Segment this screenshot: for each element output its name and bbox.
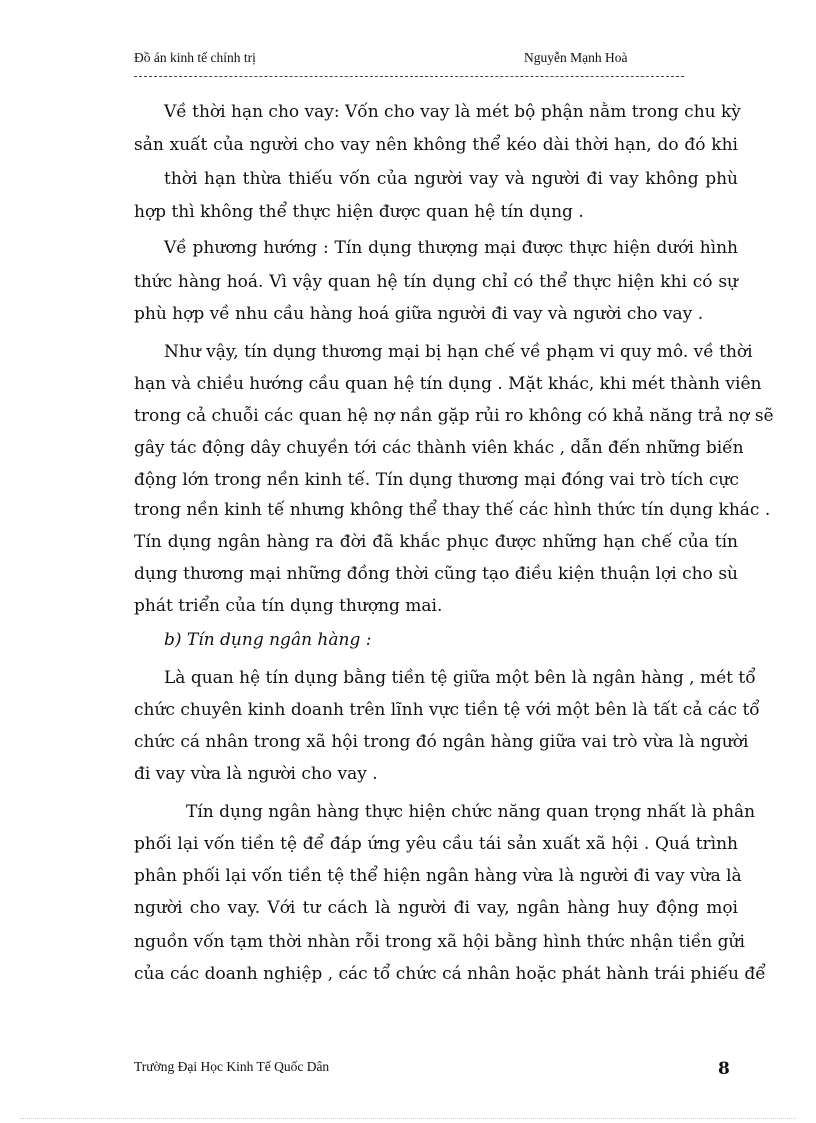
text-line: hạn và chiều hướng cầu quan hệ tín dụng . Mặt khác, khi mét thành viên <box>134 374 762 394</box>
text-line: người cho vay. Với tư cách là người đi vay, ngân hàng huy động mọi <box>134 898 738 918</box>
text-line: Như vậy, tín dụng thương mại bị hạn chế về phạm vi quy mô. về thời <box>164 342 753 362</box>
text-line: động lớn trong nền kinh tế. Tín dụng thương mại đóng vai trò tích cực <box>134 470 739 490</box>
text-line: phù hợp về nhu cầu hàng hoá giữa người đi vay và người cho vay . <box>134 304 704 324</box>
text-line: chức cá nhân trong xã hội trong đó ngân hàng giữa vai trò vừa là người <box>134 732 749 752</box>
text-line: thời hạn thừa thiếu vốn của người vay và người đi vay không phù <box>164 169 738 189</box>
text-line: hợp thì không thể thực hiện được quan hệ tín dụng . <box>134 202 584 222</box>
page-edge <box>20 1118 796 1119</box>
text-line: thức hàng hoá. Vì vậy quan hệ tín dụng chỉ có thể thực hiện khi có sự <box>134 272 738 292</box>
page-number: 8 <box>718 1059 730 1079</box>
header-author: Nguyễn Mạnh Hoà <box>524 50 628 65</box>
text-line: Tín dụng ngân hàng ra đời đã khắc phục được những hạn chế của tín <box>134 532 738 552</box>
text-line: phân phối lại vốn tiền tệ thể hiện ngân hàng vừa là người đi vay vừa là <box>134 866 742 886</box>
text-line: sản xuất của người cho vay nên không thể kéo dài thời hạn, do đó khi <box>134 135 738 155</box>
text-line: phối lại vốn tiền tệ để đáp ứng yêu cầu tái sản xuất xã hội . Quá trình <box>134 834 738 854</box>
text-line: gây tác động dây chuyền tới các thành viên khác , dẫn đến những biến <box>134 438 744 458</box>
text-line: trong nền kinh tế nhưng không thể thay thế các hình thức tín dụng khác . <box>134 500 771 520</box>
footer-university: Trường Đại Học Kinh Tế Quốc Dân <box>134 1059 330 1074</box>
text-line: Là quan hệ tín dụng bằng tiền tệ giữa một bên là ngân hàng , mét tổ <box>164 668 756 688</box>
text-line: phát triển của tín dụng thượng mai. <box>134 596 443 616</box>
text-line: Về phương hướng : Tín dụng thượng mại được thực hiện dưới hình <box>164 238 738 258</box>
section-heading: b) Tín dụng ngân hàng : <box>164 630 372 650</box>
text-line: trong cả chuỗi các quan hệ nợ nần gặp rủi ro không có khả năng trả nợ sẽ <box>134 406 774 426</box>
text-line: chức chuyên kinh doanh trên lĩnh vực tiền tệ với một bên là tất cả các tổ <box>134 700 760 720</box>
text-line: Về thời hạn cho vay: Vốn cho vay là mét bộ phận nằm trong chu kỳ <box>164 102 741 122</box>
text-line: đi vay vừa là người cho vay . <box>134 764 378 784</box>
header-divider <box>134 76 684 77</box>
text-line: dụng thương mại những đồng thời cũng tạo điều kiện thuận lợi cho sù <box>134 564 738 584</box>
text-line: của các doanh nghiệp , các tổ chức cá nhân hoặc phát hành trái phiếu để <box>134 964 766 984</box>
text-line: nguồn vốn tạm thời nhàn rỗi trong xã hội bằng hình thức nhận tiền gửi <box>134 932 745 952</box>
header-document-title: Đồ án kinh tế chính trị <box>134 50 256 65</box>
text-line: Tín dụng ngân hàng thực hiện chức năng quan trọng nhất là phân <box>186 802 756 822</box>
